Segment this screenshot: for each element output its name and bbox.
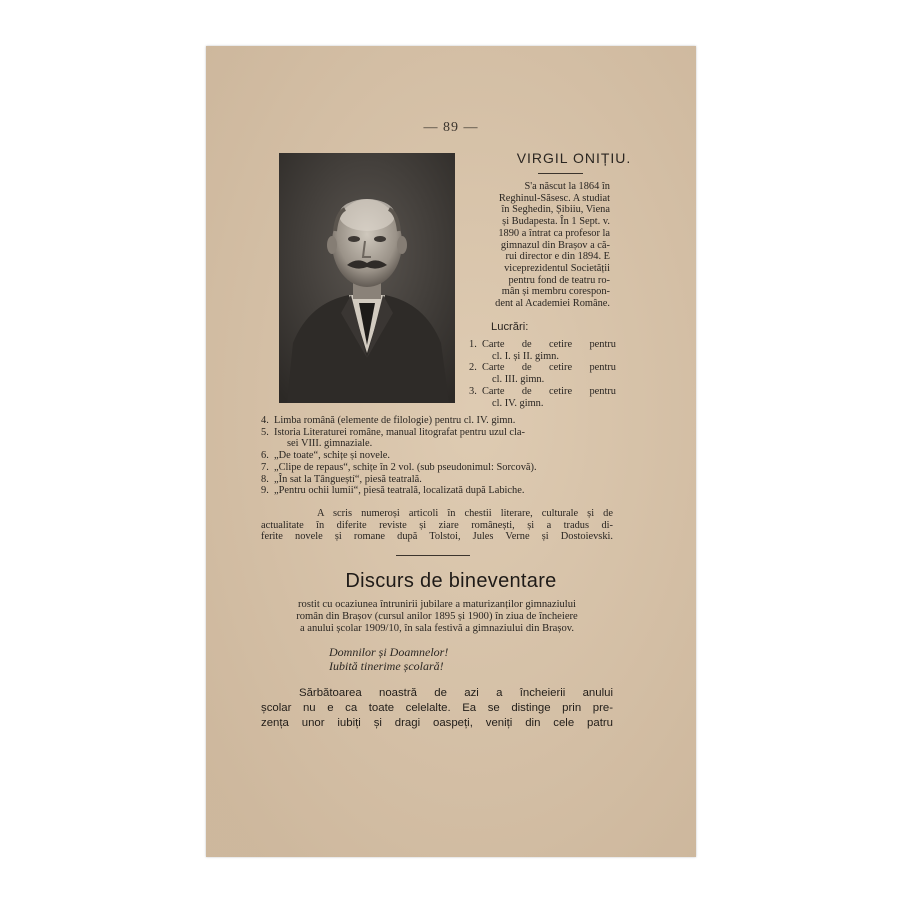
item-text: „Clipe de repaus“, schițe în 2 vol. (sub pseudonimul: Sorcovă). xyxy=(274,461,537,473)
item-number: 6. xyxy=(261,450,269,462)
bio-line: rui director e din 1894. E xyxy=(505,251,610,263)
item-text: cl. I. și II. gimn. xyxy=(492,350,559,362)
salutation-line: Domnilor și Doamnelor! xyxy=(329,645,449,659)
section-divider xyxy=(396,555,470,556)
author-name: VIRGIL ONIȚIU. xyxy=(516,150,632,166)
item-text: Carte de cetire pentru xyxy=(482,385,616,397)
bio-line: Reghinul-Săsesc. A studiat xyxy=(498,192,610,204)
bio-line: în Seghedin, Șibiiu, Viena xyxy=(501,204,610,216)
salutation-line: Iubită tinerime școlară! xyxy=(329,659,444,673)
body-line: zența unor iubiți și dragi oaspeți, veniți din cele patru xyxy=(261,717,613,729)
author-bio xyxy=(468,181,610,310)
list-item xyxy=(469,362,616,385)
item-number: 2. xyxy=(469,362,477,374)
bio-line: gimnazul din Brașov a că- xyxy=(500,239,610,251)
subtitle-line: rostit cu ocaziunea întrunirii jubilare a maturizanților gimnaziului xyxy=(298,599,576,610)
item-text: „De toate“, schițe și novele. xyxy=(274,450,390,462)
item-number: 5. xyxy=(261,426,269,438)
list-item xyxy=(261,427,613,450)
book-page xyxy=(206,46,696,857)
bio-line: dent al Academiei Române. xyxy=(495,298,610,310)
item-number: 4. xyxy=(261,415,269,426)
body-line: Sărbătoarea noastră de azi a încheierii anului xyxy=(299,687,613,699)
list-item xyxy=(469,386,616,409)
note-line: ferite novele și romane după Tolstoi, Jules Verne și Dostoievski. xyxy=(261,531,613,543)
speech-subtitle xyxy=(261,599,613,635)
item-text: Carte de cetire pentru xyxy=(482,362,616,374)
subtitle-line: a anului școlar 1909/10, în sala festivă a gimnaziului din Brașov. xyxy=(299,623,575,634)
item-text: Istoria Literaturei române, manual litografat pentru uzul cla- xyxy=(274,426,525,438)
list-item xyxy=(261,474,613,486)
bio-line: viceprezidentul Societății xyxy=(504,262,610,274)
bio-line: și Budapesta. În 1 Sept. v. xyxy=(502,216,610,228)
list-item xyxy=(261,415,613,427)
subtitle-line: român din Brașov (cursul anilor 1895 și 1900) în ziua de încheiere xyxy=(296,611,578,622)
bio-line: S'a născut la 1864 în xyxy=(524,181,610,192)
list-item xyxy=(261,462,613,474)
list-item xyxy=(261,485,613,497)
works-list-full xyxy=(261,415,613,497)
works-list-short xyxy=(469,339,616,409)
item-text: Limba română (elemente de filologie) pentru cl. IV. gimn. xyxy=(274,415,516,426)
author-note xyxy=(261,508,613,543)
item-number: 1. xyxy=(469,339,477,350)
name-underline xyxy=(538,173,583,174)
speech-title: Discurs de bineventare xyxy=(345,570,557,592)
salutation xyxy=(329,645,448,673)
item-number: 8. xyxy=(261,473,269,485)
bio-line: pentru fond de teatru ro- xyxy=(508,274,610,286)
item-text: Carte de cetire pentru xyxy=(482,339,616,350)
bio-line: 1890 a întrat ca profesor la xyxy=(498,227,610,239)
bio-line: mân și membru corespon- xyxy=(501,286,610,298)
item-number: 9. xyxy=(261,485,269,497)
author-portrait xyxy=(279,153,455,403)
item-number: 7. xyxy=(261,461,269,473)
page-number: — 89 — xyxy=(423,120,479,135)
list-item xyxy=(261,450,613,462)
item-text: „În sat la Tângueștí“, piesă teatrală. xyxy=(274,473,422,485)
body-line: școlar nu e ca toate celelalte. Ea se distinge prin pre- xyxy=(261,702,613,714)
item-text: cl. IV. gimn. xyxy=(492,397,544,409)
list-item xyxy=(469,339,616,362)
note-line: A scris numeroși articoli în chestii literare, culturale și de xyxy=(317,508,613,519)
item-text: cl. III. gimn. xyxy=(492,374,545,386)
works-heading: Lucrări: xyxy=(491,321,529,333)
item-text: sei VIII. gimnaziale. xyxy=(287,438,373,450)
note-line: actualitate în diferite reviste și ziare românești, și a tradus di- xyxy=(261,519,613,531)
item-text: „Pentru ochii lumii“, piesă teatrală, localizată după Labiche. xyxy=(274,485,525,497)
item-number: 3. xyxy=(469,385,477,397)
speech-body xyxy=(261,686,613,731)
